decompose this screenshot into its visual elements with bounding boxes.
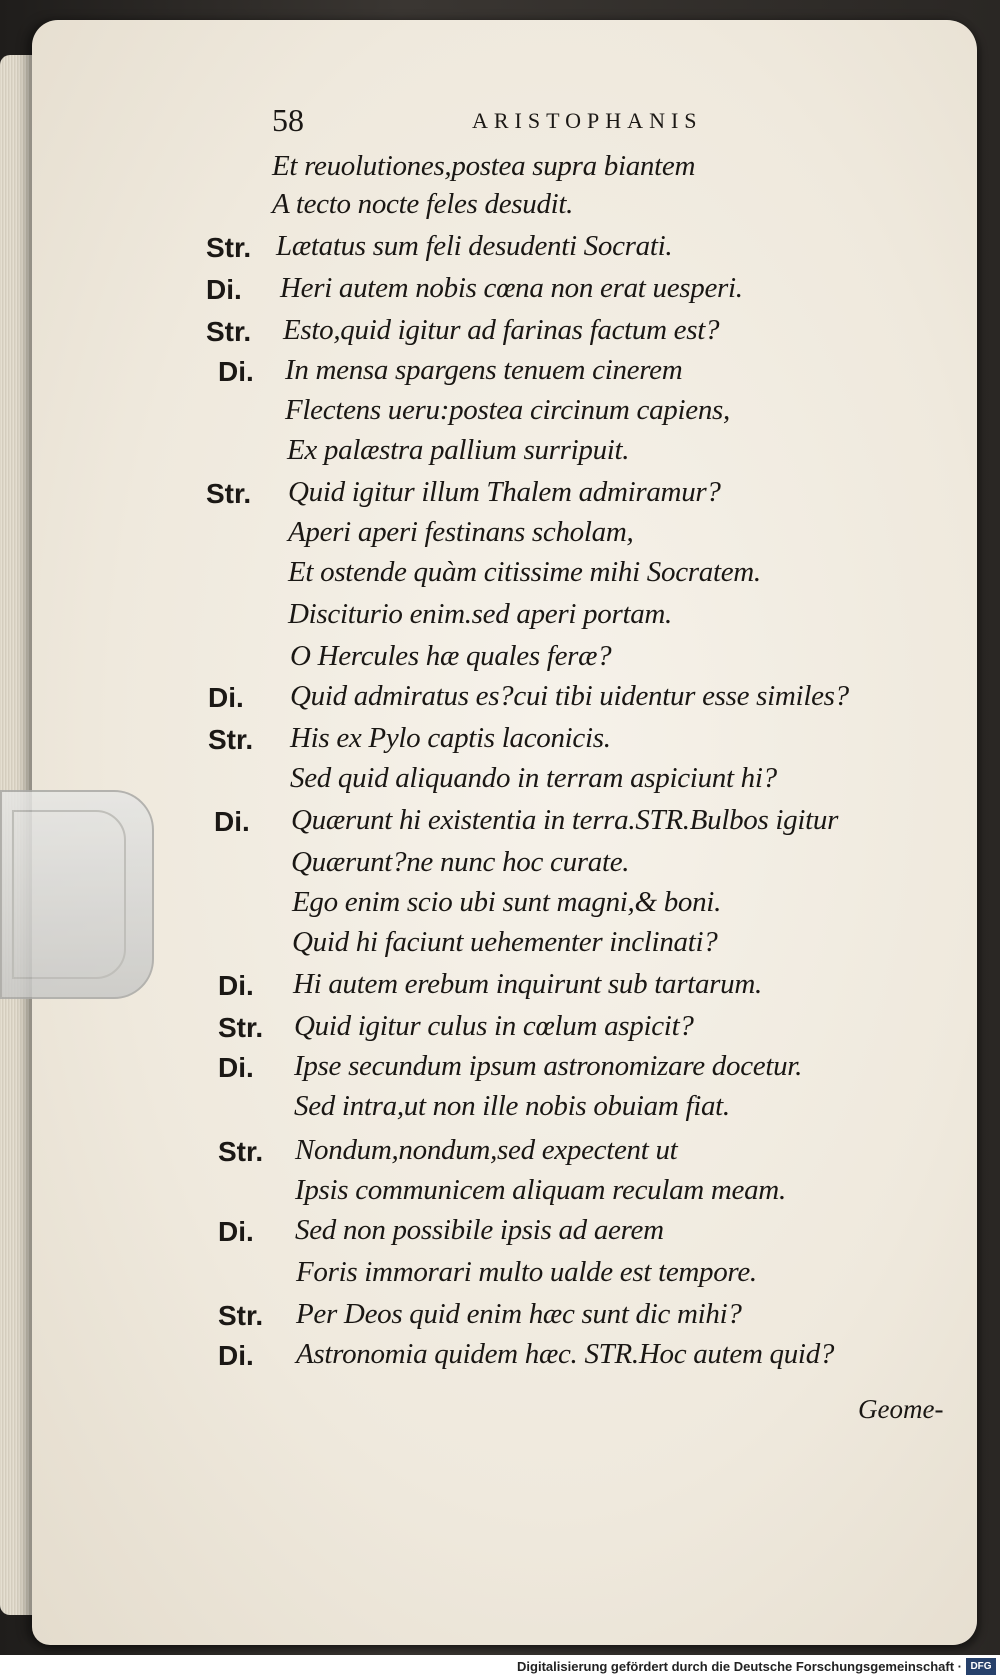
verse-line: Et reuolutiones,postea supra biantem [272, 150, 696, 182]
clip-inner [12, 810, 126, 979]
verse-line: Lætatus sum feli desudenti Socrati. [276, 230, 673, 262]
verse-line: Sed non possibile ipsis ad aerem [295, 1214, 664, 1246]
verse-line: Ipse secundum ipsum astronomizare docetur. [294, 1050, 803, 1082]
verse-line: Nondum,nondum,sed expectent ut [295, 1134, 678, 1166]
verse-line: Sed intra,ut non ille nobis obuiam fiat. [294, 1090, 730, 1122]
page-header [272, 102, 762, 142]
verse-line: Quid hi faciunt uehementer inclinati? [292, 926, 718, 958]
speaker-label: Str. [218, 1012, 264, 1043]
verse-line: O Hercules hæ quales feræ? [290, 640, 612, 672]
verse-line: A tecto nocte feles desudit. [272, 188, 574, 220]
verse-line: Flectens ueru:postea circinum capiens, [285, 394, 730, 426]
verse-line: Hi autem erebum inquirunt sub tartarum. [293, 968, 762, 1000]
speaker-label: Str. [218, 1300, 264, 1331]
verse-line: Heri autem nobis cœna non erat uesperi. [280, 272, 743, 304]
verse-line: Ipsis communicem aliquam reculam meam. [295, 1174, 786, 1206]
verse-line: Disciturio enim.sed aperi portam. [288, 598, 672, 630]
speaker-label: Str. [206, 232, 252, 263]
verse-line: Esto,quid igitur ad farinas factum est? [283, 314, 720, 346]
page-clip [0, 790, 154, 999]
speaker-label: Di. [218, 1052, 254, 1083]
verse-line: In mensa spargens tenuem cinerem [285, 354, 683, 386]
verse-line: Ex palæstra pallium surripuit. [287, 434, 630, 466]
footer-bar [0, 1655, 1000, 1680]
verse-line: Quærunt hi existentia in terra.STR.Bulbos igitur [291, 804, 839, 836]
verse-line: Ego enim scio ubi sunt magni,& boni. [292, 886, 722, 918]
speaker-label: Str. [206, 316, 252, 347]
speaker-label: Di. [218, 1216, 254, 1247]
verse-line: Foris immorari multo ualde est tempore. [296, 1256, 757, 1288]
speaker-label: Di. [218, 970, 254, 1001]
speaker-label: Di. [208, 682, 244, 713]
speaker-label: Di. [218, 1340, 254, 1371]
page-number: 58 [272, 102, 304, 138]
dfg-logo: DFG [966, 1658, 996, 1675]
verse-line: Quærunt?ne nunc hoc curate. [291, 846, 630, 878]
speaker-label: Str. [208, 724, 254, 755]
catchword: Geome- [858, 1394, 944, 1424]
verse-line: Et ostende quàm citissime mihi Socratem. [288, 556, 761, 588]
verse-line: Quid igitur culus in cœlum aspicit? [294, 1010, 694, 1042]
verse-line: Quid admiratus es?cui tibi uidentur esse similes? [290, 680, 849, 712]
verse-line: His ex Pylo captis laconicis. [290, 722, 611, 754]
speaker-label: Di. [218, 356, 254, 387]
speaker-label: Di. [206, 274, 242, 305]
footer-credit: Digitalisierung gefördert durch die Deutsche Forschungsgemeinschaft · [517, 1659, 962, 1674]
verse-line: Astronomia quidem hæc. STR.Hoc autem quid? [296, 1338, 835, 1370]
speaker-label: Str. [206, 478, 252, 509]
verse-line: Sed quid aliquando in terram aspiciunt hi? [290, 762, 777, 794]
speaker-label: Str. [218, 1136, 264, 1167]
verse-line: Aperi aperi festinans scholam, [288, 516, 634, 548]
running-head: ARISTOPHANIS [472, 108, 703, 133]
speaker-label: Di. [214, 806, 250, 837]
verse-line: Per Deos quid enim hæc sunt dic mihi? [296, 1298, 742, 1330]
verse-line: Quid igitur illum Thalem admiramur? [288, 476, 721, 508]
